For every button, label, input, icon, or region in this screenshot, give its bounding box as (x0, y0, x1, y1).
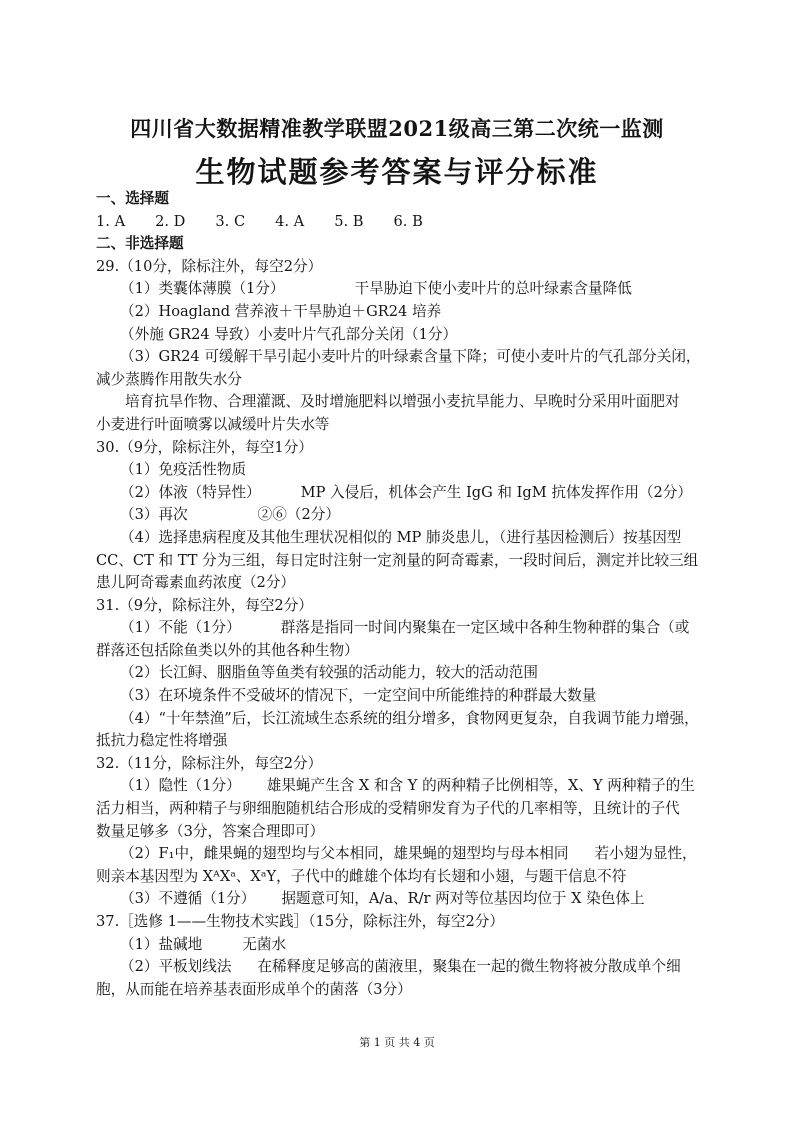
q29-answer-3-cont: 减少蒸腾作用散失水分 (96, 370, 242, 388)
q31-answer-3: （3）在环境条件不受破坏的情况下，一定空间中所能维持的种群最大数量 (120, 687, 597, 705)
q37-answer-2 (96, 956, 699, 979)
answer-text: 若小翅为显性， (594, 845, 697, 863)
answer-text: （2）平板划线法 (120, 958, 232, 976)
q30-answer-4: （4）选择患病程度及其他生理状况相似的 MP 肺炎患儿，（进行基因检测后）按基因型 (120, 528, 682, 546)
q31-answer-1 (96, 617, 699, 640)
answer-text: （1）盐碱地 (120, 935, 203, 953)
q30-answer-4-cont2: 患儿阿奇霉素血药浓度（2分） (96, 574, 296, 592)
q29-answer-4-cont: 小麦进行叶面喷雾以减缓叶片失水等 (96, 415, 330, 433)
q32-answer-2 (96, 843, 699, 866)
answer-text: 干旱胁迫下使小麦叶片的总叶绿素含量降低 (354, 280, 632, 298)
q30-answer-3 (96, 504, 699, 527)
q29-answer-2-cont: （外施 GR24 导致）小麦叶片气孔部分关闭（1分） (120, 325, 458, 343)
q32-answer-1-cont: 活力相当，两种精子与卵细胞随机结合形成的受精卵发育为子代的几率相等，且统计的子代 (96, 800, 680, 818)
q37-answer-1 (96, 934, 699, 957)
q32-heading: 32.（11分，除标注外，每空2分） (96, 754, 323, 772)
q31-answer-4: （4）“十年禁渔”后，长江流域生态系统的组分增多，食物网更复杂，自我调节能力增强， (120, 709, 699, 727)
choice-answers (96, 211, 699, 234)
q30-answer-1: （1）免疫活性物质 (120, 461, 247, 479)
answer-text: 据题意可知，A/a、R/r 两对等位基因均位于 X 染色体上 (281, 890, 645, 908)
q31-answer-4-cont: 抵抗力稳定性将增强 (96, 732, 228, 750)
q37-answer-2-cont: 胞，从而能在培养基表面形成单个的菌落（3分） (96, 980, 412, 998)
q29-answer-1 (96, 278, 699, 301)
q31-answer-1-cont: 群落还包括除鱼类以外的其他各种生物） (96, 641, 359, 659)
answer-text: （1）类囊体薄膜（1分） (120, 280, 285, 298)
answer-text: ②⑥（2分） (257, 506, 340, 524)
answer-text: （3）再次 (120, 506, 188, 524)
page-number: 第 1 页 共 4 页 (359, 1036, 435, 1049)
q32-answer-1-cont2: 数量足够多（3分，答案合理即可） (96, 822, 325, 840)
q29-answer-4: 培育抗旱作物、合理灌溉、及时增施肥料以增强小麦抗旱能力、早晚时分采用叶面肥对 (125, 393, 680, 411)
choice-answer: 6. B (393, 212, 423, 230)
answer-text: （2）体液（特异性） (120, 483, 261, 501)
choice-answer: 3. C (215, 212, 246, 230)
q32-answer-1 (96, 775, 699, 798)
document-title: 生物试题参考答案与评分标准 (195, 155, 599, 189)
q30-answer-4-cont: CC、CT 和 TT 分为三组，每日定时注射一定剂量的阿奇霉素，一段时间后，测定并比较三组 (96, 551, 699, 569)
section-heading-choice: 一、选择题 (96, 190, 169, 207)
q37-heading: 37.［选修 1——生物技术实践］（15分，除标注外，每空2分） (96, 913, 504, 930)
q32-answer-2-cont: 则亲本基因型为 XᴬXᵃ、XᵃY，子代中的雌雄个体均有长翅和小翅，与题干信息不符 (96, 867, 627, 885)
exam-title: 四川省大数据精准教学联盟2021级高三第二次统一监测 (130, 116, 664, 141)
q30-heading: 30.（9分，除标注外，每空1分） (96, 438, 313, 456)
choice-answer: 2. D (155, 212, 186, 230)
q31-heading: 31.（9分，除标注外，每空2分） (96, 596, 313, 614)
q32-answer-3 (96, 888, 699, 911)
answer-text: 雄果蝇产生含 X 和含 Y 的两种精子比例相等，X、Y 两种精子的生 (266, 777, 695, 795)
section-heading-nonchoice: 二、非选择题 (96, 235, 184, 253)
answer-text: （2）F₁中，雌果蝇的翅型均与父本相同，雄果蝇的翅型均与母本相同 (120, 845, 569, 863)
answer-body (96, 188, 699, 1001)
choice-answer: 4. A (275, 212, 305, 230)
q29-heading: 29.（10分，除标注外，每空2分） (96, 257, 323, 275)
answer-text: （1）不能（1分） (120, 619, 241, 637)
q31-answer-2: （2）长江鲟、胭脂鱼等鱼类有较强的活动能力，较大的活动范围 (120, 664, 538, 682)
answer-text: 在稀释度足够高的菌液里，聚集在一起的微生物将被分散成单个细 (257, 958, 681, 976)
answer-text: （1）隐性（1分） (120, 777, 241, 795)
q30-answer-2 (96, 482, 699, 505)
answer-text: （3）不遵循（1分） (120, 890, 256, 908)
answer-text: 无菌水 (242, 935, 287, 953)
q29-answer-2: （2）Hoagland 营养液＋干旱胁迫＋GR24 培养 (120, 302, 442, 320)
q29-answer-3: （3）GR24 可缓解干旱引起小麦叶片的叶绿素含量下降；可使小麦叶片的气孔部分关闭， (120, 348, 701, 366)
choice-answer: 5. B (334, 212, 364, 230)
choice-answer: 1. A (96, 212, 126, 230)
answer-text: 群落是指同一时间内聚集在一定区域中各种生物种群的集合（或 (280, 619, 690, 637)
answer-text: MP 入侵后，机体会产生 IgG 和 IgM 抗体发挥作用（2分） (300, 483, 692, 501)
